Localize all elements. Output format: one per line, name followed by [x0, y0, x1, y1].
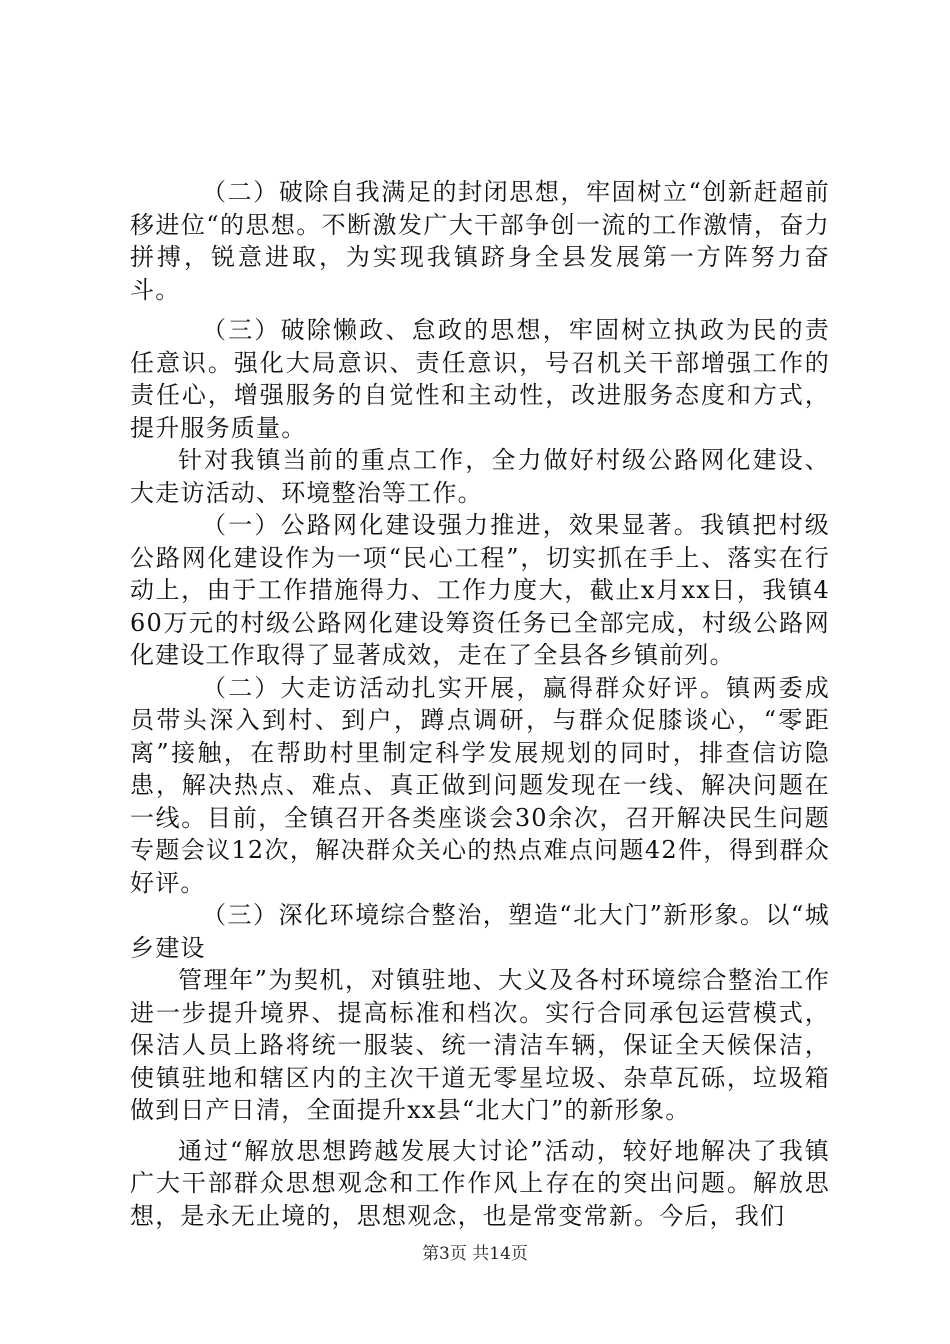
paragraph-break-complacency: （二）破除自我满足的封闭思想，牢固树立“创新赶超前移进位“的思想。不断激发广大干部争创一流的工作激情，奋力拼搏，锐意进取，为实现我镇跻身全县发展第一方阵努力奋斗。 — [130, 178, 830, 304]
paragraph-environment-body: 管理年”为契机，对镇驻地、大义及各村环境综合整治工作进一步提升境界、提高标准和档次。实行合同承包运营模式，保洁人员上路将统一服装、统一清洁车辆，保证全天候保洁，使镇驻地和辖区内的主次干道无零星垃圾、杂草瓦砾，垃圾箱做到日产日清，全面提升xx县“北大门”的新形象。 — [130, 966, 830, 1124]
page-total: 共14页 — [472, 1244, 528, 1264]
document-body — [130, 176, 830, 1232]
paragraph-conclusion: 通过“解放思想跨越发展大讨论”活动，较好地解决了我镇广大干部群众思想观念和工作作风上存在的突出问题。解放思想，是永无止境的，思想观念，也是常变常新。今后，我们 — [130, 1136, 830, 1230]
paragraph-key-work-intro: 针对我镇当前的重点工作，全力做好村级公路网化建设、大走访活动、环境整治等工作。 — [130, 446, 830, 507]
paragraph-road-network: （一）公路网化建设强力推进，效果显著。我镇把村级公路网化建设作为一项“民心工程”，切实抓在手上、落实在行动上，由于工作措施得力、工作力度大，截止x月xx日，我镇460万元的村级公路网化建设筹资任务已全部完成，村级公路网化建设工作取得了显著成效，走在了全县各乡镇前列。 — [130, 511, 830, 669]
paragraph-break-laziness: （三）破除懒政、怠政的思想，牢固树立执政为民的责任意识。强化大局意识、责任意识，号召机关干部增强工作的责任心，增强服务的自觉性和主动性，改进服务态度和方式，提升服务质量。 — [130, 316, 830, 442]
page-number: 第3页 — [422, 1244, 467, 1264]
paragraph-environment-heading: （三）深化环境综合整治，塑造“北大门”新形象。以“城乡建设 — [130, 901, 830, 962]
page-footer — [0, 1244, 950, 1264]
paragraph-visit-campaign: （二）大走访活动扎实开展，赢得群众好评。镇两委成员带头深入到村、到户，蹲点调研，与群众促膝谈心，“零距离”接触，在帮助村里制定科学发展规划的同时，排查信访隐患，解决热点、难点、真正做到问题发现在一线、解决问题在一线。目前，全镇召开各类座谈会30余次，召开解决民生问题专题会议12次，解决群众关心的热点难点问题42件，得到群众好评。 — [130, 673, 830, 897]
